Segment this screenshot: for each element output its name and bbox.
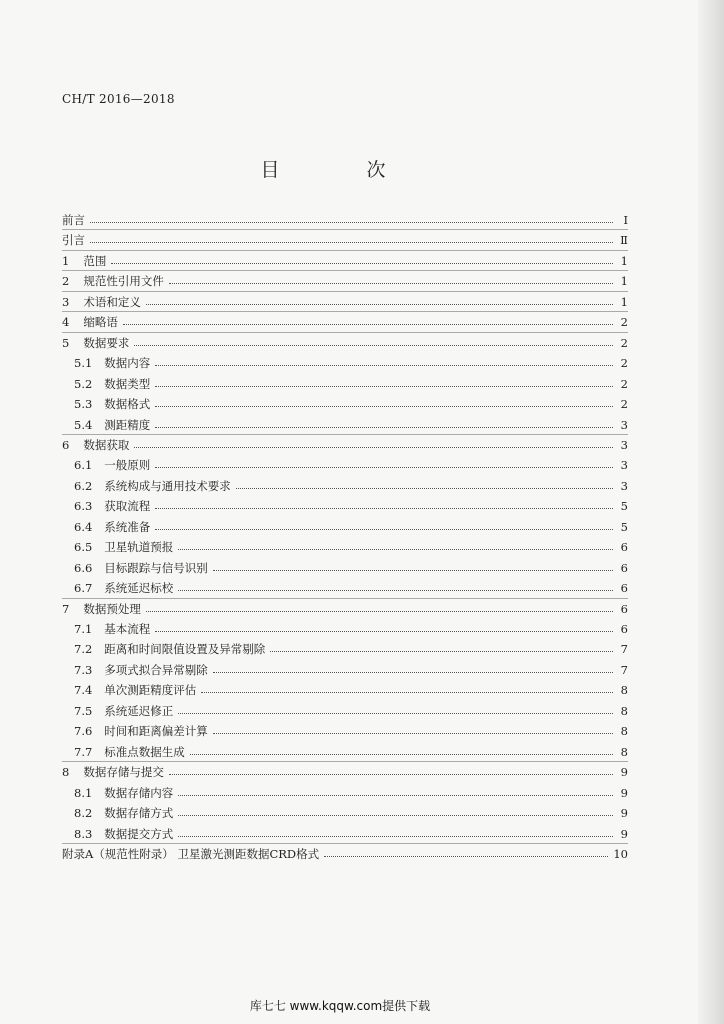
toc-entry [74,803,628,823]
toc-entry-label: 范围 [83,253,107,268]
toc-entry-number: 7.7 [74,744,93,759]
toc-entry [74,783,628,803]
toc-entry-label: 卫星轨道预报 [104,540,174,555]
toc-entry [62,762,628,782]
toc-group-divider [62,843,628,844]
toc-entry-page: 5 [620,499,628,514]
toc-entry [74,701,628,721]
toc-entry [74,639,628,659]
toc-entry-page: 2 [620,335,628,350]
toc-entry-number: 6 [62,437,70,452]
toc-entry [74,742,628,762]
toc-leader-dots [146,303,613,305]
toc-entry-label: 系统构成与通用技术要求 [104,478,231,493]
toc-entry [62,435,628,455]
toc-entry-page: 3 [620,458,628,473]
toc-entry-page: 7 [620,642,628,657]
toc-leader-dots [155,630,613,632]
toc-entry-number: 7.2 [74,642,93,657]
toc-entry-label: 距离和时间限值设置及异常剔除 [104,642,266,657]
toc-leader-dots [213,671,613,673]
page-title: 目 次 [260,159,420,181]
toc-group-divider [62,434,628,435]
toc-entry [74,496,628,516]
toc-entry [62,230,628,250]
toc-entry-label: 前言 [62,213,85,227]
toc-entry-page: 6 [620,560,628,575]
toc-leader-dots [178,794,613,796]
toc-entry-label: 数据存储内容 [104,785,174,800]
toc-entry-number: 6.7 [74,581,93,596]
toc-entry-number: 7.1 [74,622,93,636]
toc-entry-number: 7 [62,601,70,616]
toc-entry-number: 8.1 [74,785,93,800]
toc-entry-number: 2 [62,274,70,289]
toc-leader-dots [155,466,613,468]
toc-entry [62,210,628,230]
toc-entry [62,271,628,291]
toc-entry [74,374,628,394]
toc-entry [74,455,628,475]
toc-entry-label: 目标跟踪与信号识别 [104,560,208,575]
toc-entry [74,721,628,741]
toc-entry-label: 多项式拟合异常剔除 [104,662,208,677]
page-edge-shadow [698,0,724,1024]
toc-entry-number: 5.1 [74,356,93,371]
toc-leader-dots [201,691,613,693]
toc-group-divider [62,270,628,271]
toc-entry [74,537,628,557]
toc-leader-dots [134,344,613,346]
toc-entry-page: 2 [620,315,628,330]
toc-entry-page: 9 [620,765,628,780]
toc-entry-label: 标准点数据生成 [104,744,185,759]
toc-entry-number: 5.4 [74,417,93,432]
toc-entry [74,353,628,373]
toc-entry-page: 5 [620,519,628,534]
toc-leader-dots [178,712,613,714]
toc-leader-dots [155,528,613,530]
toc-group-divider [62,229,628,230]
toc-entry-label: 数据预处理 [83,601,141,616]
toc-entry-page: 3 [620,478,628,493]
toc-entry-label: 附录A（规范性附录） 卫星激光测距数据CRD格式 [62,846,320,861]
toc-leader-dots [178,835,613,837]
toc-leader-dots [236,487,613,489]
toc-entry-page: Ⅱ [620,233,628,248]
toc-entry-page: 2 [620,397,628,412]
toc-leader-dots [213,732,613,734]
toc-entry-page: 8 [620,744,628,759]
toc-entry [62,844,628,864]
standard-code: CH/T 2016—2018 [62,92,175,106]
toc-entry-label: 数据提交方式 [104,826,174,841]
toc-entry [74,680,628,700]
toc-entry-number: 8 [62,765,70,780]
toc-entry-page: 9 [620,806,628,821]
toc-entry-label: 数据类型 [104,376,151,391]
toc-entry-number: 7.5 [74,703,93,718]
toc-entry [74,394,628,414]
toc-entry-number: 6.4 [74,519,93,534]
toc-group-divider [62,598,628,599]
toc-leader-dots [155,405,613,407]
toc-entry-number: 3 [62,294,70,309]
toc-leader-dots [90,221,613,223]
toc-entry-label: 数据格式 [104,397,151,412]
toc-entry-page: 1 [620,294,628,309]
toc-entry-page: 6 [620,581,628,596]
toc-entry-page: 8 [620,724,628,739]
toc-entry [62,599,628,619]
toc-entry-number: 5 [62,335,70,350]
toc-entry [62,312,628,332]
toc-entry-number: 5.3 [74,397,93,412]
toc-entry [74,824,628,844]
toc-group-divider [62,250,628,251]
toc-entry-page: 6 [620,540,628,555]
toc-entry-page: 8 [620,703,628,718]
toc-leader-dots [155,385,613,387]
toc-entry-label: 时间和距离偏差计算 [104,724,208,739]
toc-group-divider [62,291,628,292]
toc-entry-number: 7.3 [74,662,93,677]
toc-entry-page: 2 [620,376,628,391]
toc-entry [74,517,628,537]
toc-entry-label: 数据获取 [83,437,130,452]
toc-entry [62,292,628,312]
toc-entry-label: 系统延迟修正 [104,703,174,718]
toc-entry-page: 6 [620,601,628,616]
toc-leader-dots [169,282,613,284]
toc-entry-label: 数据存储方式 [104,806,174,821]
toc-entry-number: 5.2 [74,376,93,391]
toc-leader-dots [190,753,613,755]
toc-entry-label: 基本流程 [104,622,151,636]
toc-entry-page: 7 [620,662,628,677]
toc-entry-page: 6 [620,622,628,636]
toc-leader-dots [111,262,613,264]
toc-entry-label: 引言 [62,233,85,248]
toc-entry-label: 单次测距精度评估 [104,683,197,698]
toc-entry-number: 7.4 [74,683,93,698]
toc-leader-dots [155,507,613,509]
toc-entry-page: 3 [620,417,628,432]
toc-entry [74,415,628,435]
toc-group-divider [62,761,628,762]
toc-group-divider [62,332,628,333]
toc-entry-number: 7.6 [74,724,93,739]
toc-entry-number: 6.1 [74,458,93,473]
toc-leader-dots [146,610,613,612]
toc-entry-number: 8.2 [74,806,93,821]
toc-entry-page: Ⅰ [623,213,628,227]
toc-entry-page: 3 [620,437,628,452]
toc-entry-label: 数据存储与提交 [83,765,164,780]
toc-entry-label: 获取流程 [104,499,151,514]
download-footer: 库七七 www.kqqw.com提供下载 [249,999,431,1013]
toc-entry-page: 9 [620,826,628,841]
toc-leader-dots [270,650,613,652]
toc-entry-label: 数据内容 [104,356,151,371]
toc-entry-label: 系统准备 [104,519,151,534]
toc-entry [74,558,628,578]
toc-leader-dots [178,814,613,816]
toc-leader-dots [155,426,613,428]
toc-leader-dots [178,589,613,591]
toc-entry-number: 4 [62,315,70,330]
toc-entry-number: 1 [62,253,70,268]
toc-entry [74,578,628,598]
toc-entry-number: 6.5 [74,540,93,555]
toc-entry-label: 测距精度 [104,417,151,432]
toc-leader-dots [155,364,613,366]
toc-entry-label: 系统延迟标校 [104,581,174,596]
toc-entry-label: 缩略语 [83,315,118,330]
toc-entry-page: 9 [620,785,628,800]
toc-leader-dots [134,446,613,448]
toc-leader-dots [123,323,613,325]
toc-entry [74,476,628,496]
toc-entry [62,333,628,353]
toc-entry-label: 数据要求 [83,335,130,350]
toc-entry-number: 6.2 [74,478,93,493]
toc-entry [62,251,628,271]
toc-entry-page: 8 [620,683,628,698]
toc-entry-label: 规范性引用文件 [83,274,164,289]
toc-entry [74,660,628,680]
toc-entry [74,619,628,639]
toc-entry-number: 6.6 [74,560,93,575]
toc-entry-page: 10 [613,846,628,861]
toc-leader-dots [169,773,613,775]
toc-entry-label: 一般原则 [104,458,151,473]
toc-entry-page: 2 [620,356,628,371]
toc-leader-dots [213,569,613,571]
toc-entry-page: 1 [620,274,628,289]
toc-entry-number: 8.3 [74,826,93,841]
toc-entry-label: 术语和定义 [83,294,141,309]
toc-leader-dots [178,548,613,550]
toc-leader-dots [324,855,608,857]
toc-entry-page: 1 [620,253,628,268]
toc-entry-number: 6.3 [74,499,93,514]
toc-leader-dots [90,241,613,243]
toc-group-divider [62,311,628,312]
